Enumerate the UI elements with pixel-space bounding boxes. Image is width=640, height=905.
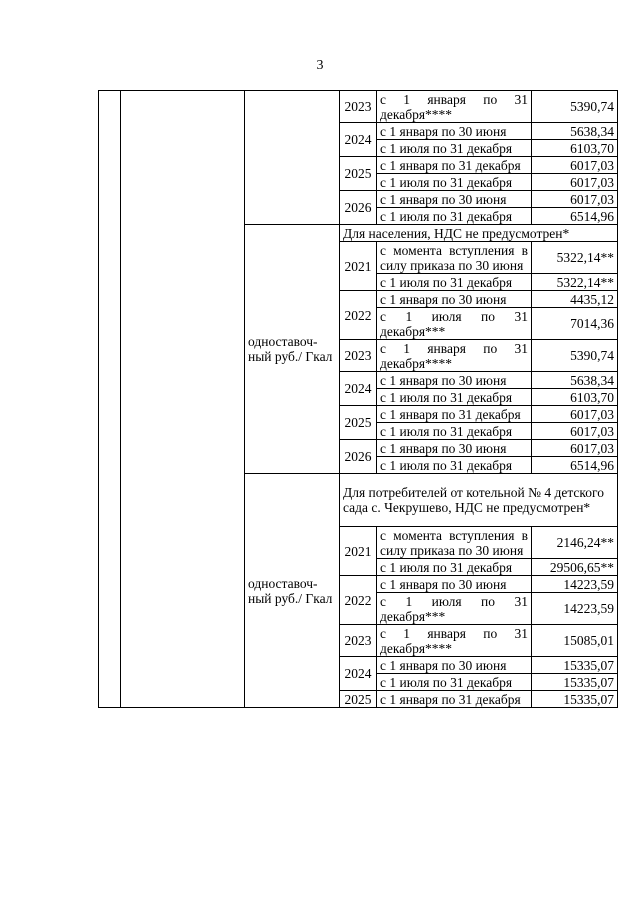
year-cell: 2023	[340, 340, 377, 372]
year-cell: 2022	[340, 291, 377, 340]
value-cell: 5322,14**	[532, 242, 618, 274]
unit-cell-empty	[245, 91, 340, 225]
period-cell: с 1 января по 31 декабря****	[377, 625, 532, 657]
period-cell: с 1 января по 31 декабря	[377, 691, 532, 708]
year-cell: 2026	[340, 191, 377, 225]
year-cell: 2022	[340, 576, 377, 625]
period-cell: с 1 июля по 31 декабря	[377, 389, 532, 406]
year-cell: 2024	[340, 657, 377, 691]
period-cell: с 1 января по 30 июня	[377, 291, 532, 308]
year-cell: 2024	[340, 372, 377, 406]
period-cell: с 1 июля по 31 декабря	[377, 423, 532, 440]
value-cell: 6017,03	[532, 174, 618, 191]
period-cell: с 1 июля по 31 декабря	[377, 174, 532, 191]
year-cell: 2025	[340, 691, 377, 708]
indicator-cell	[121, 91, 245, 708]
value-cell: 5638,34	[532, 372, 618, 389]
period-cell: с 1 января по 30 июня	[377, 191, 532, 208]
period-cell: с 1 января по 30 июня	[377, 440, 532, 457]
table-row	[99, 91, 618, 123]
period-cell: с 1 июля по 31 декабря	[377, 208, 532, 225]
value-cell: 15335,07	[532, 691, 618, 708]
value-cell: 29506,65**	[532, 559, 618, 576]
period-cell: с момента вступления в силу приказа по 30 июня	[377, 242, 532, 274]
row-number-cell	[99, 91, 121, 708]
unit-cell: одноставоч-ный руб./ Гкал	[245, 225, 340, 474]
value-cell: 6017,03	[532, 157, 618, 174]
section-heading: Для населения, НДС не предусмотрен*	[340, 225, 618, 242]
year-cell: 2023	[340, 625, 377, 657]
period-cell: с 1 января по 30 июня	[377, 576, 532, 593]
period-cell: с 1 января по 31 декабря****	[377, 340, 532, 372]
year-cell: 2021	[340, 242, 377, 291]
period-cell: с 1 июля по 31 декабря	[377, 140, 532, 157]
period-cell: с 1 июля по 31 декабря	[377, 274, 532, 291]
year-cell: 2026	[340, 440, 377, 474]
period-cell: с 1 января по 31 декабря	[377, 406, 532, 423]
year-cell: 2025	[340, 157, 377, 191]
year-cell: 2024	[340, 123, 377, 157]
value-cell: 6017,03	[532, 440, 618, 457]
value-cell: 6514,96	[532, 457, 618, 474]
year-cell: 2021	[340, 527, 377, 576]
value-cell: 15335,07	[532, 657, 618, 674]
value-cell: 7014,36	[532, 308, 618, 340]
value-cell: 15085,01	[532, 625, 618, 657]
value-cell: 5638,34	[532, 123, 618, 140]
section-heading: Для потребителей от котельной № 4 детского сада с. Чекрушево, НДС не предусмотрен*	[340, 474, 618, 527]
value-cell: 6103,70	[532, 389, 618, 406]
value-cell: 5390,74	[532, 91, 618, 123]
value-cell: 2146,24**	[532, 527, 618, 559]
period-cell: с 1 января по 31 декабря****	[377, 91, 532, 123]
value-cell: 15335,07	[532, 674, 618, 691]
value-cell: 14223,59	[532, 576, 618, 593]
page-number: 3	[316, 58, 324, 73]
value-cell: 5390,74	[532, 340, 618, 372]
value-cell: 4435,12	[532, 291, 618, 308]
period-cell: с 1 июля по 31 декабря	[377, 559, 532, 576]
period-cell: с 1 января по 30 июня	[377, 657, 532, 674]
value-cell: 5322,14**	[532, 274, 618, 291]
year-cell: 2023	[340, 91, 377, 123]
tariff-table	[98, 90, 618, 708]
period-cell: с 1 июля по 31 декабря***	[377, 308, 532, 340]
period-cell: с 1 января по 31 декабря	[377, 157, 532, 174]
value-cell: 14223,59	[532, 593, 618, 625]
period-cell: с 1 июля по 31 декабря	[377, 674, 532, 691]
value-cell: 6017,03	[532, 423, 618, 440]
value-cell: 6103,70	[532, 140, 618, 157]
value-cell: 6514,96	[532, 208, 618, 225]
unit-cell: одноставоч-ный руб./ Гкал	[245, 474, 340, 708]
value-cell: 6017,03	[532, 406, 618, 423]
period-cell: с 1 января по 30 июня	[377, 372, 532, 389]
period-cell: с момента вступления в силу приказа по 30 июня	[377, 527, 532, 559]
period-cell: с 1 июля по 31 декабря	[377, 457, 532, 474]
value-cell: 6017,03	[532, 191, 618, 208]
period-cell: с 1 января по 30 июня	[377, 123, 532, 140]
period-cell: с 1 июля по 31 декабря***	[377, 593, 532, 625]
year-cell: 2025	[340, 406, 377, 440]
tariff-table-body	[99, 91, 618, 708]
